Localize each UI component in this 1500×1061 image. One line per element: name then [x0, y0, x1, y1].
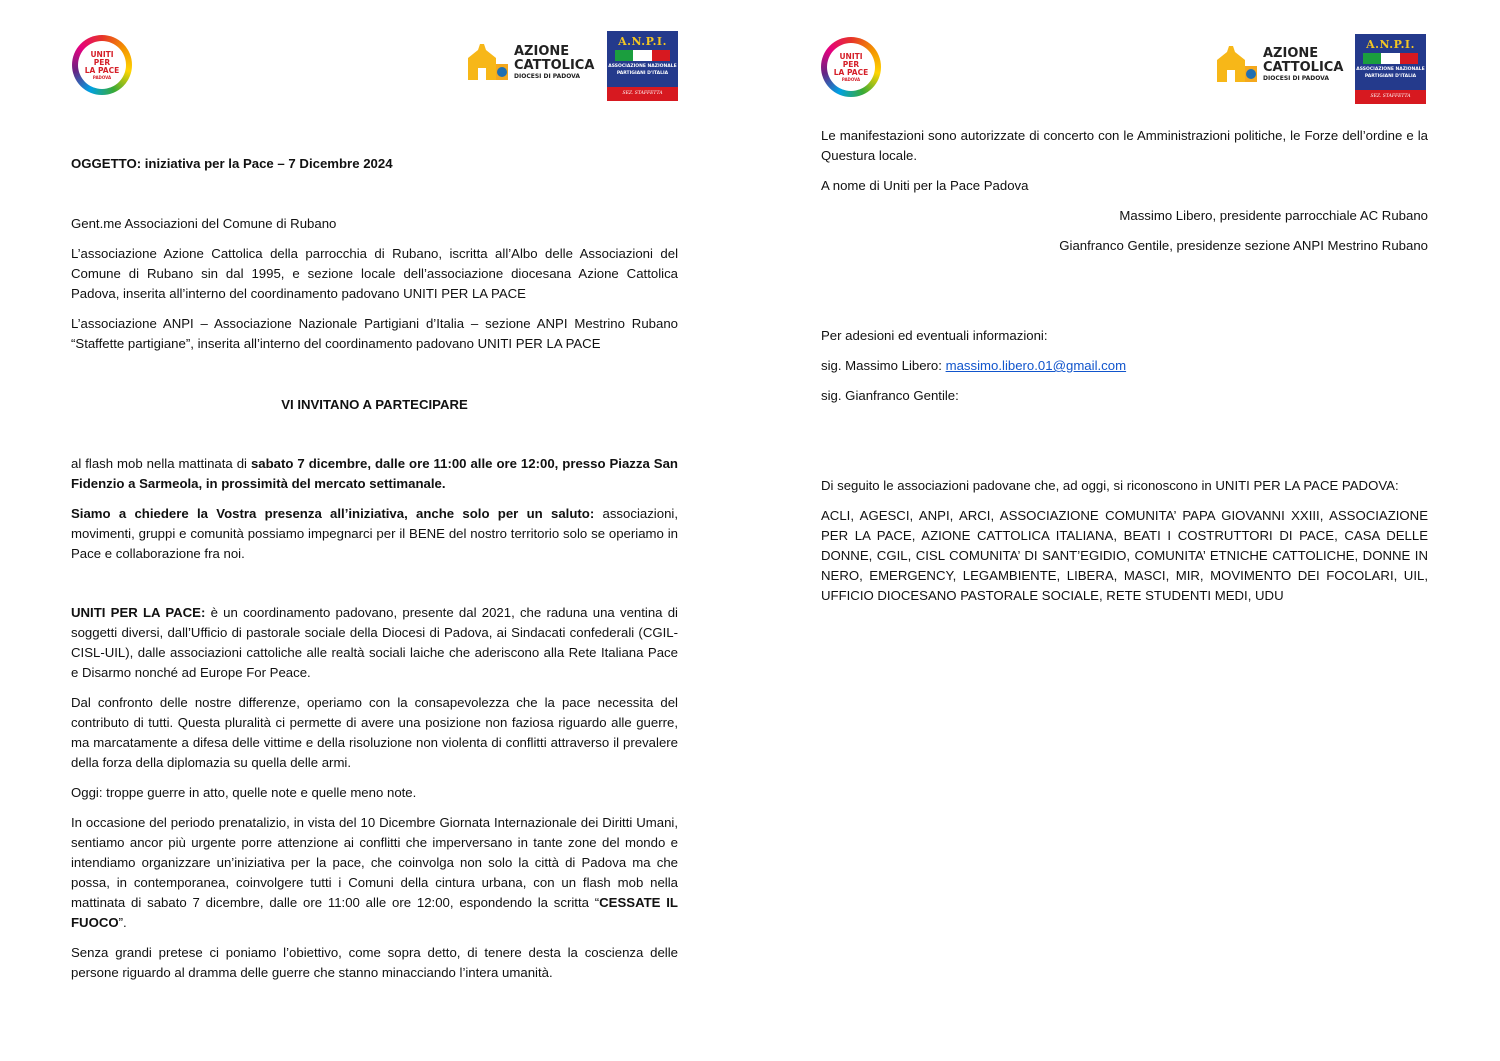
logo-text: LA PACE: [833, 67, 869, 77]
logo-text: PADOVA: [92, 74, 112, 80]
text-run: In occasione del periodo prenatalizio, in vista del 10 Dicembre Giornata Internazionale dei Diritti Umani, sentiamo ancor più urgente porre attenzione ai conflitti che imperversano in tante zone del mondo e intendiamo organizzare un’iniziativa per la pace, che coinvolga non solo la città di Padova ma che possa, in contemporanea, coinvolgere tutti i Comuni della cintura urbana, con un flash mob nella mattinata di sabato 7 dicembre, dalle ore 11:00 alle ore 12:00, espondendo la scritta “: [71, 815, 678, 910]
paragraph-occasione: [71, 813, 678, 933]
italian-flag-icon: [1363, 53, 1418, 64]
logo-text: PARTIGIANI D'ITALIA: [616, 71, 669, 76]
logo-text: PARTIGIANI D'ITALIA: [1364, 74, 1417, 79]
letter-page-2: [750, 0, 1500, 1061]
text-run: associazioni, movimenti, gruppi e comunità possiamo impegnarci per il BENE del nostro territorio solo se operiamo in Pace e collaborazione fra noi.: [71, 506, 678, 561]
paragraph-autorizzate: Le manifestazioni sono autorizzate di concerto con le Amministrazioni politiche, le Forze dell’ordine e la Questura locale.: [821, 128, 1428, 163]
logo-text: PER: [842, 59, 860, 69]
adesioni-line: Per adesioni ed eventuali informazioni:: [821, 328, 1048, 343]
logo-text: SEZ. STAFFETTA PARTIGIANA: [1355, 90, 1426, 104]
church-icon: [1215, 44, 1259, 84]
paragraph-oggi: Oggi: troppe guerre in atto, quelle note e quelle meno note.: [71, 785, 417, 800]
text-run-bold: sabato 7 dicembre, dalle ore 11:00 alle ore 12:00, presso Piazza San Fidenzio a Sarmeola, in prossimità del mercato settimanale.: [71, 456, 678, 491]
paragraph-azione-cattolica: L’associazione Azione Cattolica della parrocchia di Rubano, iscritta all’Albo delle Associazioni del Comune di Rubano sin dal 1995, e sezione locale dell’associazione diocesana Azione Cattolica Padova, inserita all’interno del coordinamento padovano UNITI PER LA PACE: [71, 246, 678, 301]
paragraph-confronto: Dal confronto delle nostre differenze, operiamo con la consapevolezza che la pace necessita del contributo di tutti. Questa pluralità ci permette di avere una posizione non faziosa riguardo alle guerre, ma marcatamente a difesa delle vittime e della risoluzione non violenta di conflitti attraverso il prevalere della forza della diplomazia su quella delle armi.: [71, 695, 678, 770]
logo-text: ASSOCIAZIONE NAZIONALE: [1356, 67, 1425, 72]
signature-anpi: Gianfranco Gentile, presidenze sezione ANPI Mestrino Rubano: [1059, 238, 1428, 253]
contact-massimo: [821, 356, 1428, 376]
text-run: ”.: [118, 915, 127, 930]
logo-text: CATTOLICA: [514, 58, 595, 73]
logo-text: CATTOLICA: [1263, 60, 1344, 75]
uniti-per-la-pace-logo: [821, 37, 881, 97]
contact-label: sig. Massimo Libero:: [821, 358, 946, 373]
paragraph-flash-mob: [71, 454, 678, 494]
logo-text: A.N.P.I.: [1366, 38, 1415, 51]
logo-text: AZIONE: [514, 44, 570, 59]
azione-cattolica-logo: [1215, 40, 1345, 86]
logo-text: AZIONE: [1263, 46, 1319, 61]
anpi-logo: [1355, 34, 1426, 113]
italian-flag-icon: [615, 50, 670, 61]
text-run: al flash mob nella mattinata di: [71, 456, 251, 471]
paragraph-seguito: Di seguito le associazioni padovane che, ad oggi, si riconoscono in UNITI PER LA PACE PADOVA:: [821, 478, 1399, 493]
paragraph-presence: [71, 504, 678, 564]
logo-text: UNITI: [839, 51, 863, 61]
logo-text: SEZ. STAFFETTA PARTIGIANA: [607, 87, 678, 101]
text-run-bold: Siamo a chiedere la Vostra presenza all’iniziativa, anche solo per un saluto:: [71, 506, 595, 521]
associations-list: ACLI, AGESCI, ANPI, ARCI, ASSOCIAZIONE COMUNITA’ PAPA GIOVANNI XXIII, ASSOCIAZIONE PER LA PACE, AZIONE CATTOLICA ITALIANA, BEATI I COSTRUTTORI DI PACE, CASA DELLE DONNE, CGIL, CISL COMUNITA’ DI SANT’EGIDIO, COMUNITA’ ETNICHE CATTOLICHE, DONNE IN NERO, EMERGENCY, LEGAMBIENTE, LIBERA, MASCI, MIR, MOVIMENTO DEI FOCOLARI, UIL, UFFICIO DIOCESANO PASTORALE SOCIALE, RETE STUDENTI MEDI, UDU: [821, 508, 1428, 603]
logo-text: A.N.P.I.: [618, 35, 667, 48]
logo-text: LA PACE: [84, 65, 120, 75]
invite-heading: VI INVITANO A PARTECIPARE: [281, 397, 468, 412]
logo-text: DIOCESI DI PADOVA: [1263, 75, 1330, 82]
logo-text: PER: [93, 57, 111, 67]
paragraph-anpi: L’associazione ANPI – Associazione Nazionale Partigiani d’Italia – sezione ANPI Mestrino Rubano “Staffette partigiane”, inserita all’interno del coordinamento padovano UNITI PER LA PACE: [71, 316, 678, 351]
anpi-logo: [607, 31, 678, 110]
email-link[interactable]: massimo.libero.01@gmail.com: [945, 358, 1127, 373]
paragraph-pretese: Senza grandi pretese ci poniamo l’obiettivo, come sopra detto, di tenere desta la coscienza delle persone riguardo al dramma delle guerre che stanno minacciando l’intera umanità.: [71, 945, 678, 980]
logo-text: DIOCESI DI PADOVA: [514, 73, 581, 80]
text-run-bold: UNITI PER LA PACE:: [71, 605, 206, 620]
text-run-bold: CESSATE IL FUOCO: [71, 895, 678, 930]
paragraph-a-nome: A nome di Uniti per la Pace Padova: [821, 178, 1029, 193]
church-icon: [466, 42, 510, 82]
azione-cattolica-logo: [466, 38, 596, 84]
text-run: è un coordinamento padovano, presente dal 2021, che raduna una ventina di soggetti diversi, dall’Ufficio di pastorale sociale della Diocesi di Padova, ai Sindacati confederali (CGIL-CISL-UIL), dalle associazioni cattoliche alle realtà sociali laiche che aderiscono alla Rete Italiana Pace e Disarmo nonché ad Europe For Peace.: [71, 605, 678, 680]
greeting: Gent.me Associazioni del Comune di Rubano: [71, 216, 337, 231]
paragraph-uniti: [71, 603, 678, 683]
logo-text: UNITI: [90, 49, 114, 59]
logo-text: PADOVA: [841, 76, 861, 82]
subject-line: OGGETTO: iniziativa per la Pace – 7 Dicembre 2024: [71, 156, 393, 171]
signature-ac: Massimo Libero, presidente parrocchiale AC Rubano: [1119, 208, 1428, 223]
uniti-per-la-pace-logo: [72, 35, 132, 95]
logo-text: ASSOCIAZIONE NAZIONALE: [608, 64, 677, 69]
contact-gianfranco: sig. Gianfranco Gentile:: [821, 388, 959, 403]
